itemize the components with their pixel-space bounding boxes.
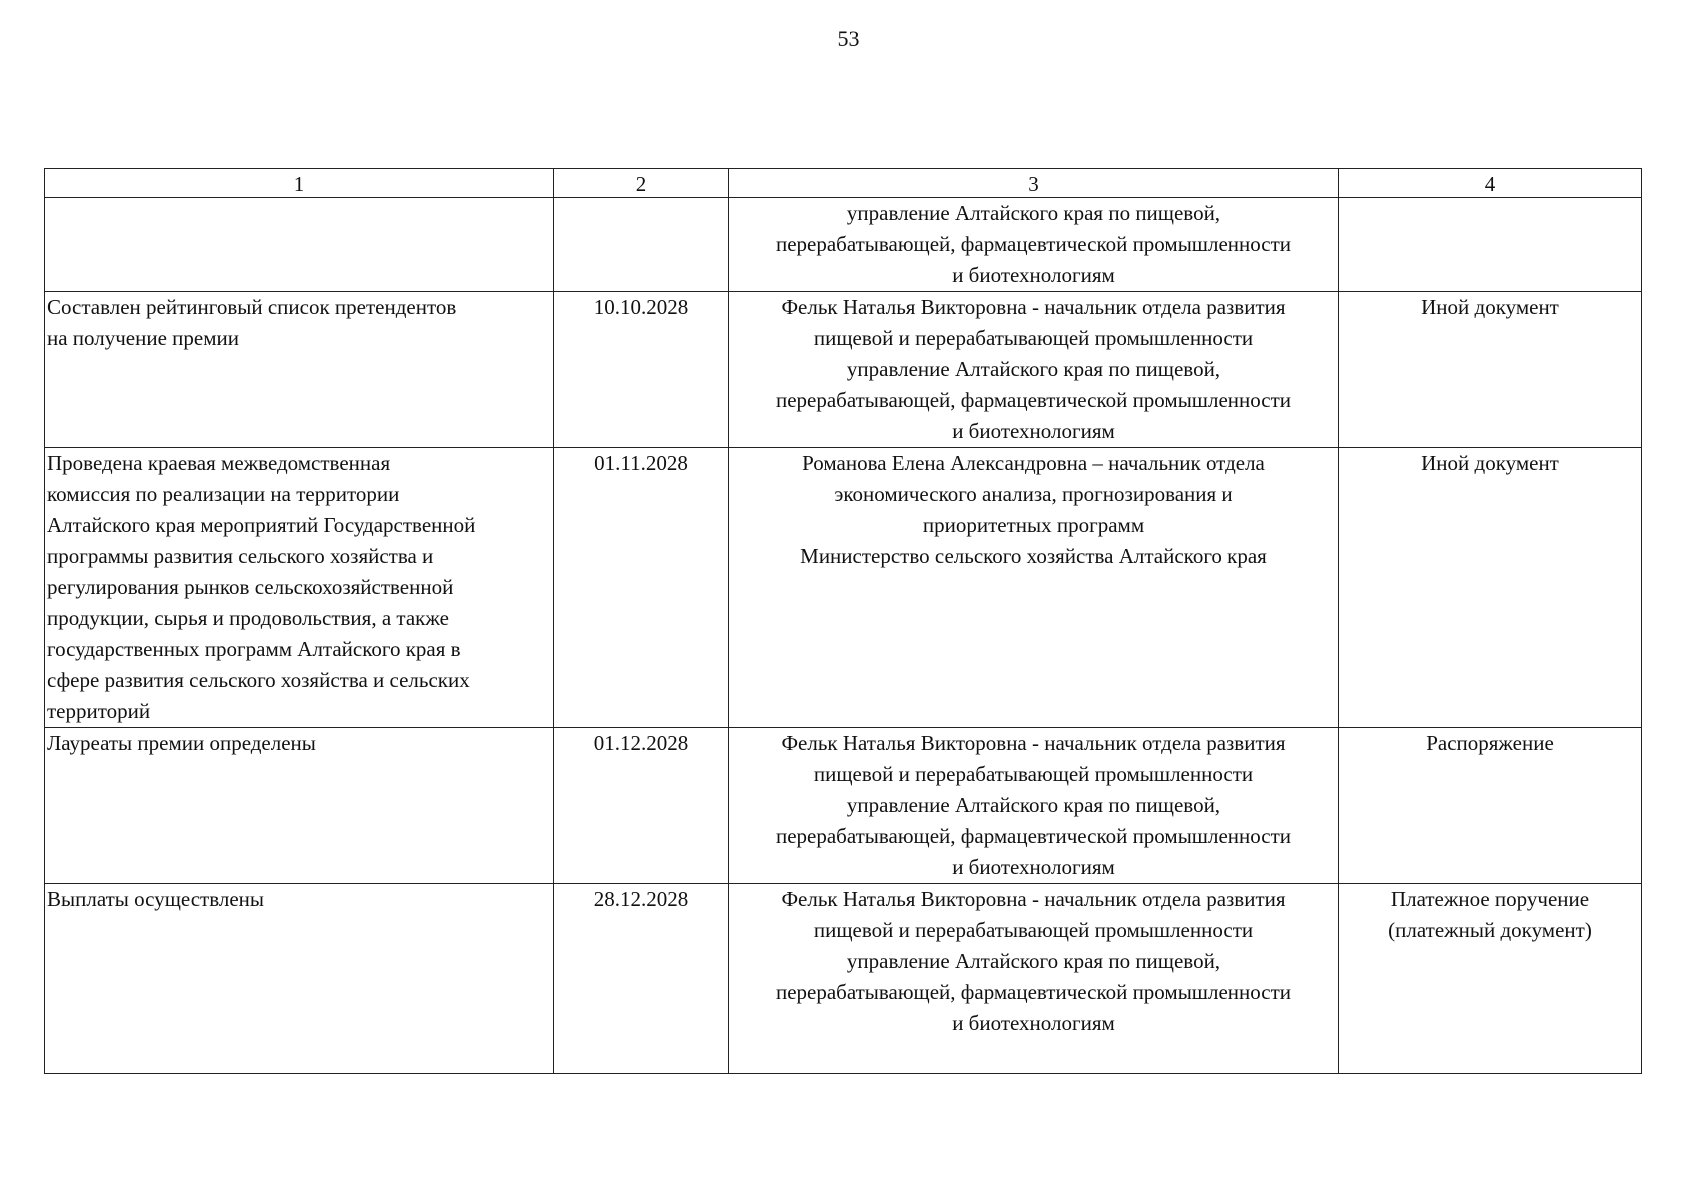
event-cell: [45, 884, 554, 1074]
event-cell: [45, 728, 554, 884]
event-cell: [45, 198, 554, 292]
responsible-cell-line: и биотехнологиям: [952, 1011, 1115, 1035]
date-cell: [554, 198, 729, 292]
document-cell-line: Распоряжение: [1426, 731, 1554, 755]
event-cell-line: комиссия по реализации на территории: [47, 482, 400, 506]
document-cell: [1339, 292, 1642, 448]
event-cell-line: программы развития сельского хозяйства и: [47, 544, 434, 568]
document-cell-line: Иной документ: [1421, 451, 1559, 475]
event-cell-line: Проведена краевая межведомственная: [47, 451, 391, 475]
responsible-cell-line: экономического анализа, прогнозирования и: [834, 482, 1233, 506]
document-cell: [1339, 728, 1642, 884]
document-cell-line: Платежное поручение: [1390, 887, 1590, 911]
document-cell: [1339, 448, 1642, 728]
responsible-cell-line: Фельк Наталья Викторовна - начальник отдела развития: [781, 295, 1286, 319]
responsible-cell-line: и биотехнологиям: [952, 419, 1115, 443]
responsible-cell-line: перерабатывающей, фармацевтической промышленности: [775, 232, 1292, 256]
responsible-cell: [729, 884, 1339, 1074]
header-cell-4: 4: [1339, 169, 1642, 198]
date-cell: 01.11.2028: [554, 448, 729, 728]
event-cell-line: сфере развития сельского хозяйства и сельских: [47, 668, 470, 692]
event-cell: [45, 292, 554, 448]
table-row: [45, 728, 1642, 884]
responsible-cell-line: и биотехнологиям: [952, 263, 1115, 287]
responsible-cell-line: приоритетных программ: [922, 513, 1145, 537]
event-cell-line: государственных программ Алтайского края в: [47, 637, 461, 661]
event-cell-line: Лауреаты премии определены: [47, 731, 316, 755]
responsible-cell-line: управление Алтайского края по пищевой,: [846, 949, 1221, 973]
event-cell-line: территорий: [47, 699, 151, 723]
responsible-cell-line: пищевой и перерабатывающей промышленности: [813, 326, 1254, 350]
responsible-cell-line: перерабатывающей, фармацевтической промышленности: [775, 824, 1292, 848]
event-cell-line: продукции, сырья и продовольствия, а также: [47, 606, 449, 630]
page-number: 53: [837, 26, 860, 51]
responsible-cell-line: перерабатывающей, фармацевтической промышленности: [775, 388, 1292, 412]
table-row: [45, 292, 1642, 448]
event-cell: [45, 448, 554, 728]
responsible-cell-line: перерабатывающей, фармацевтической промышленности: [775, 980, 1292, 1004]
date-cell: 28.12.2028: [554, 884, 729, 1074]
responsible-cell: [729, 198, 1339, 292]
event-cell-line: Выплаты осуществлены: [47, 887, 265, 911]
event-cell-line: Алтайского края мероприятий Государственной: [47, 513, 476, 537]
responsible-cell: [729, 448, 1339, 728]
responsible-cell-line: пищевой и перерабатывающей промышленности: [813, 918, 1254, 942]
responsible-cell-line: Фельк Наталья Викторовна - начальник отдела развития: [781, 887, 1286, 911]
responsible-cell-line: Романова Елена Александровна – начальник отдела: [802, 451, 1265, 475]
responsible-cell-line: и биотехнологиям: [952, 855, 1115, 879]
responsible-cell: [729, 292, 1339, 448]
document-cell-line: (платежный документ): [1388, 918, 1592, 942]
event-cell-line: регулирования рынков сельскохозяйственной: [47, 575, 454, 599]
responsible-cell-line: управление Алтайского края по пищевой,: [846, 201, 1221, 225]
document-cell: [1339, 198, 1642, 292]
event-cell-line: на получение премии: [47, 326, 240, 350]
table-header-row: [45, 169, 1642, 198]
document-cell: [1339, 884, 1642, 1074]
responsible-cell: [729, 728, 1339, 884]
table-row: [45, 198, 1642, 292]
responsible-cell-line: Министерство сельского хозяйства Алтайского края: [800, 544, 1267, 568]
table-row: [45, 448, 1642, 728]
responsible-cell-line: управление Алтайского края по пищевой,: [846, 357, 1221, 381]
header-cell-1: 1: [45, 169, 554, 198]
event-cell-line: Составлен рейтинговый список претендентов: [47, 295, 457, 319]
responsible-cell-line: Фельк Наталья Викторовна - начальник отдела развития: [781, 731, 1286, 755]
schedule-table: [44, 168, 1642, 1074]
responsible-cell-line: управление Алтайского края по пищевой,: [846, 793, 1221, 817]
header-cell-3: 3: [729, 169, 1339, 198]
date-cell: 10.10.2028: [554, 292, 729, 448]
table-row: [45, 884, 1642, 1074]
header-cell-2: 2: [554, 169, 729, 198]
responsible-cell-line: пищевой и перерабатывающей промышленности: [813, 762, 1254, 786]
date-cell: 01.12.2028: [554, 728, 729, 884]
document-cell-line: Иной документ: [1421, 295, 1559, 319]
